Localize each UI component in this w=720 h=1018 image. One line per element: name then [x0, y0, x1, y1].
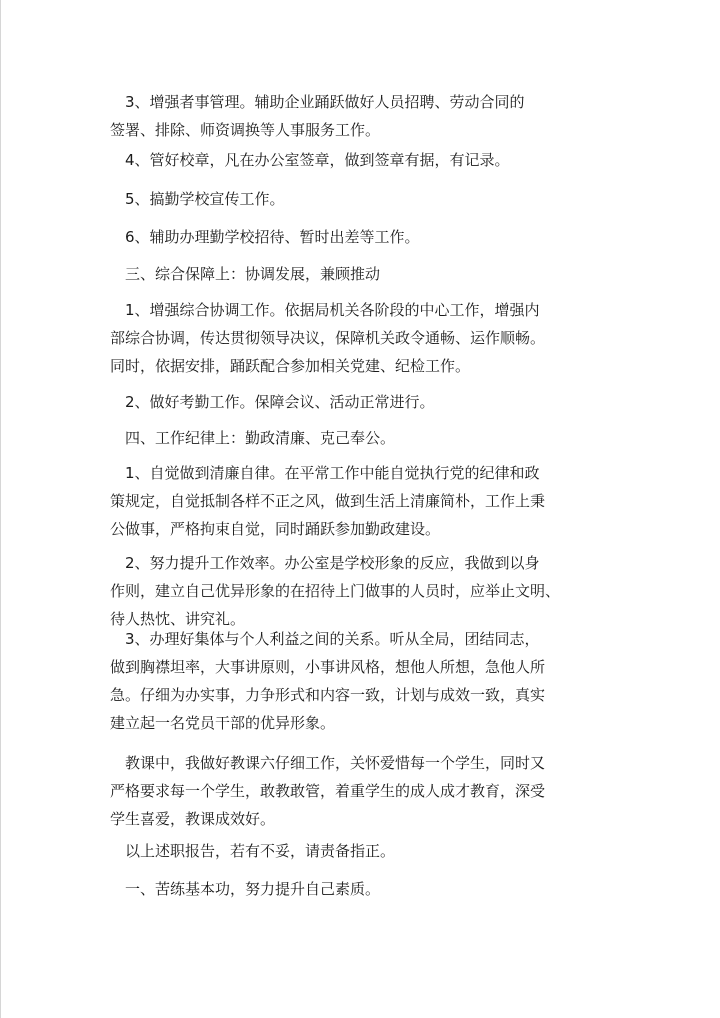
text-line: 急。仔细为办实事，力争形式和内容一致，计划与成效一致，真实: [110, 686, 546, 704]
text-line: 部综合协调，传达贯彻领导决议，保障机关政令通畅、运作顺畅。: [110, 329, 546, 347]
text-line: 建立起一名党员干部的优异形象。: [110, 714, 336, 732]
text-line: 一、苦练基本功，努力提升自己素质。: [110, 880, 381, 898]
text-line: 2、努力提升工作效率。办公室是学校形象的反应，我做到以身: [110, 554, 540, 572]
paragraph-attendance: [110, 388, 600, 416]
paragraph-efficiency: [110, 549, 600, 633]
text-line: 2、做好考勤工作。保障会议、活动正常进行。: [110, 393, 435, 411]
text-line: 公做事，严格拘束自觉，同时踊跃参加勤政建设。: [110, 520, 441, 538]
paragraph-self-discipline: [110, 459, 600, 543]
paragraph-publicity: [110, 185, 600, 213]
text-line: 严格要求每一个学生，敢教敢管，着重学生的成人成才教育，深受: [110, 782, 546, 800]
paragraph-teaching: [110, 749, 600, 833]
text-line: 以上述职报告，若有不妥，请责备指正。: [110, 842, 396, 860]
text-line: 待人热忱、讲究礼。: [110, 610, 246, 628]
text-line: 四、工作纪律上：勤政清廉、克己奉公。: [110, 429, 396, 447]
paragraph-school-seal: [110, 146, 600, 174]
text-line: 策规定，自觉抵制各样不正之风，做到生活上清廉简朴，工作上秉: [110, 492, 546, 510]
text-line: 6、辅助办理勤学校招待、暂时出差等工作。: [110, 228, 420, 246]
text-line: 签署、排除、师资调换等人事服务工作。: [110, 121, 381, 139]
text-line: 三、综合保障上：协调发展，兼顾推动: [110, 265, 381, 283]
paragraph-staff-management: [110, 88, 600, 144]
text-line: 3、增强者事管理。辅助企业踊跃做好人员招聘、劳动合同的: [110, 93, 525, 111]
text-line: 学生喜爱，教课成效好。: [110, 810, 276, 828]
text-line: 1、自觉做到清廉自律。在平常工作中能自觉执行党的纪律和政: [110, 464, 540, 482]
text-line: 4、管好校章，凡在办公室签章，做到签章有据，有记录。: [110, 151, 510, 169]
text-line: 1、增强综合协调工作。依据局机关各阶段的中心工作，增强内: [110, 301, 540, 319]
text-line: 做到胸襟坦率，大事讲原则，小事讲风格，想他人所想，急他人所: [110, 658, 546, 676]
text-line: 教课中，我做好教课六仔细工作，关怀爱惜每一个学生，同时又: [110, 754, 546, 772]
paragraph-collective-interest: [110, 625, 600, 737]
heading-section-three: [110, 260, 600, 288]
heading-section-four: [110, 424, 600, 452]
paragraph-coordination: [110, 296, 600, 380]
text-line: 3、办理好集体与个人利益之间的关系。听从全局，团结同志，: [110, 630, 540, 648]
text-line: 5、搞勤学校宣传工作。: [110, 190, 285, 208]
paragraph-reception: [110, 223, 600, 251]
text-line: 同时，依据安排，踊跃配合参加相关党建、纪检工作。: [110, 357, 471, 375]
heading-section-one: [110, 875, 600, 903]
text-line: 作则，建立自己优异形象的在招待上门做事的人员时，应举止文明、: [110, 582, 561, 600]
paragraph-closing: [110, 837, 600, 865]
